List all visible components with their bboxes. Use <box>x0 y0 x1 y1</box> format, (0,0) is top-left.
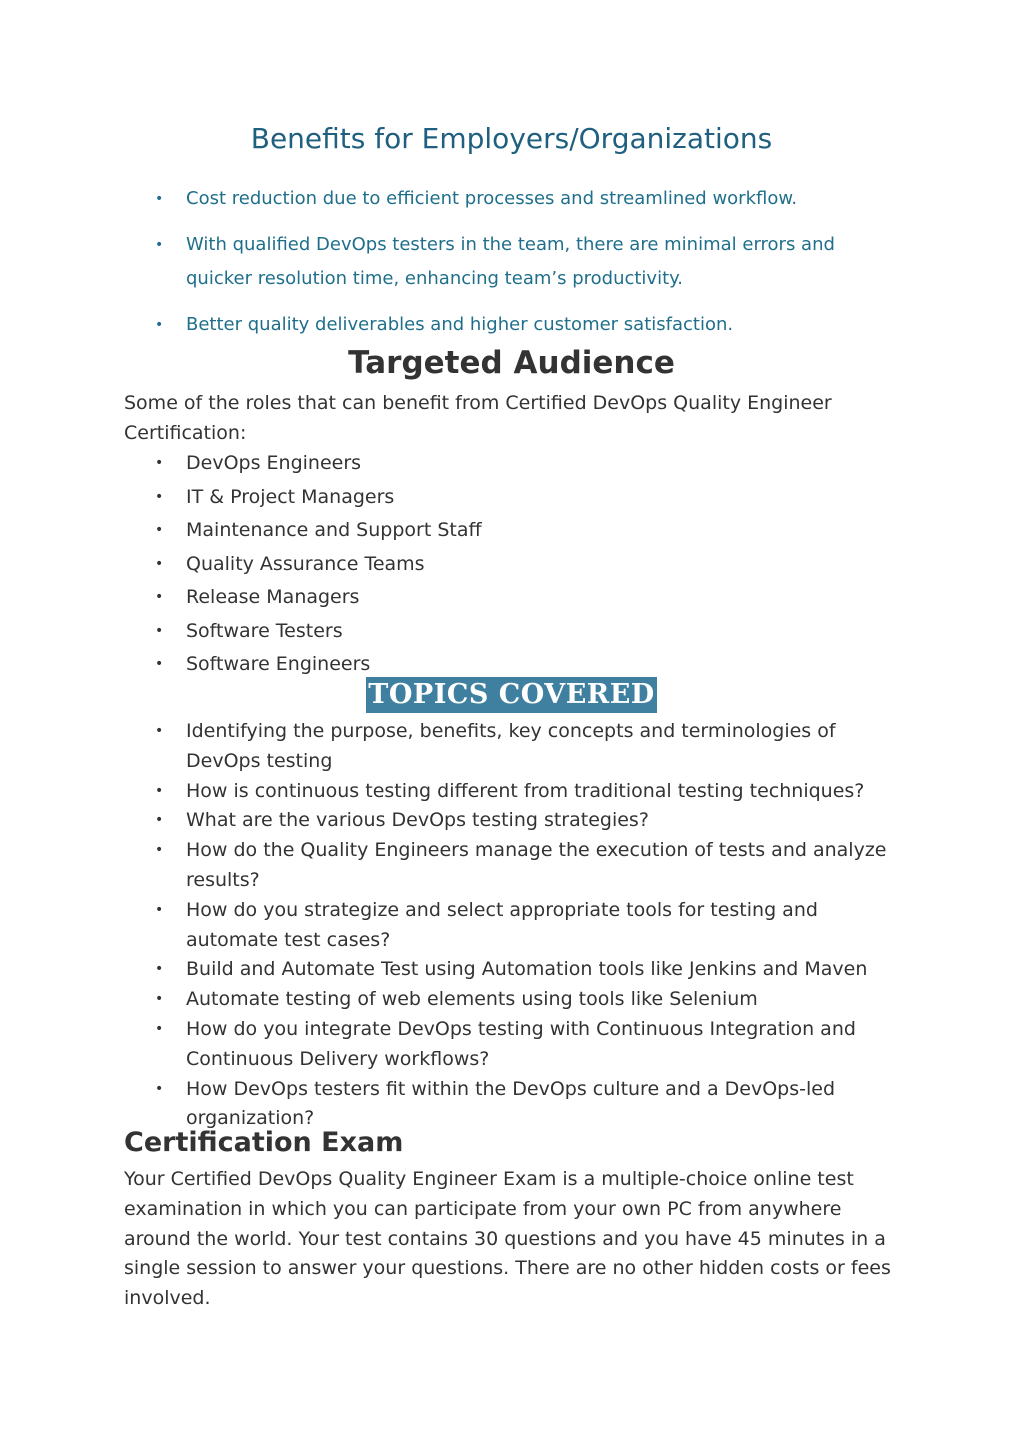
bullet-icon: • <box>155 656 164 672</box>
list-item <box>0 548 1023 582</box>
audience-intro: Some of the roles that can benefit from Certified DevOps Quality Engineer Certification: <box>124 392 832 444</box>
topics-heading: TOPICS COVERED <box>366 677 656 713</box>
bullet-icon: • <box>155 455 164 471</box>
list-item <box>0 514 1023 548</box>
list-item-text: Build and Automate Test using Automation tools like Jenkins and Maven <box>186 958 868 981</box>
list-item <box>0 955 1023 985</box>
list-item-text: How do you integrate DevOps testing with Continuous Integration and Continuous Delivery workflows? <box>186 1017 856 1070</box>
bullet-icon: • <box>155 191 164 207</box>
list-item-text: Cost reduction due to efficient processes and streamlined workflow. <box>186 188 798 209</box>
topics-list <box>0 717 1023 1134</box>
list-item-text: How do you strategize and select appropriate tools for testing and automate test cases? <box>186 898 818 951</box>
list-item-text: How do the Quality Engineers manage the execution of tests and analyze results? <box>186 839 887 891</box>
list-item-text: Better quality deliverables and higher customer satisfaction. <box>186 314 734 335</box>
audience-list <box>0 447 1023 682</box>
exam-paragraph: Your Certified DevOps Quality Engineer Exam is a multiple-choice online test examination in which you can participate from your own PC from anywhere around the world. Your test contains 30 questions and you have 45 minutes in a single session to answer your questions. There are no other hidden costs or fees involved. <box>124 1168 891 1310</box>
list-item-text: DevOps Engineers <box>186 452 362 474</box>
list-item-text: Quality Assurance Teams <box>186 552 425 575</box>
bullet-icon: • <box>155 901 164 918</box>
bullet-icon: • <box>155 237 164 253</box>
list-item-text: How is continuous testing different from traditional testing techniques? <box>186 779 865 802</box>
list-item <box>0 1075 1023 1135</box>
list-item-text: Release Managers <box>186 586 360 608</box>
audience-heading: Targeted Audience <box>348 345 675 381</box>
bullet-icon: • <box>155 991 164 1008</box>
benefits-heading: Benefits for Employers/Organizations <box>250 122 773 155</box>
list-item <box>0 615 1023 649</box>
list-item-text: Software Testers <box>186 619 343 642</box>
list-item <box>0 228 1023 296</box>
list-item-text: Automate testing of web elements using tools like Selenium <box>186 988 758 1011</box>
bullet-icon: • <box>155 522 164 538</box>
bullet-icon: • <box>155 555 164 572</box>
list-item <box>0 985 1023 1015</box>
list-item <box>0 308 1023 342</box>
list-item <box>0 777 1023 807</box>
list-item <box>0 1015 1023 1075</box>
bullet-icon: • <box>155 723 164 739</box>
list-item <box>0 182 1023 216</box>
benefits-list <box>0 182 1023 354</box>
list-item <box>0 481 1023 515</box>
bullet-icon: • <box>155 1020 164 1037</box>
bullet-icon: • <box>155 782 164 799</box>
list-item <box>0 447 1023 481</box>
list-item-text: With qualified DevOps testers in the team, there are minimal errors and quicker resolution time, enhancing team’s productivity. <box>186 234 835 289</box>
list-item-text: What are the various DevOps testing strategies? <box>186 809 649 832</box>
bullet-icon: • <box>155 1080 164 1097</box>
list-item-text: Maintenance and Support Staff <box>186 519 482 541</box>
list-item <box>0 806 1023 836</box>
list-item-text: IT & Project Managers <box>186 485 395 508</box>
list-item-text: How DevOps testers fit within the DevOps culture and a DevOps-led organization? <box>186 1077 836 1130</box>
topics-heading-wrap <box>0 677 1023 713</box>
list-item-text: Identifying the purpose, benefits, key concepts and terminologies of DevOps testing <box>186 720 836 772</box>
list-item-text: Software Engineers <box>186 653 371 675</box>
exam-heading: Certification Exam <box>124 1127 404 1158</box>
bullet-icon: • <box>155 961 164 978</box>
bullet-icon: • <box>155 488 164 505</box>
list-item <box>0 581 1023 615</box>
bullet-icon: • <box>155 317 164 333</box>
bullet-icon: • <box>155 812 164 829</box>
bullet-icon: • <box>155 842 164 859</box>
list-item <box>0 717 1023 777</box>
list-item <box>0 896 1023 956</box>
bullet-icon: • <box>155 622 164 639</box>
bullet-icon: • <box>155 589 164 605</box>
list-item <box>0 836 1023 896</box>
